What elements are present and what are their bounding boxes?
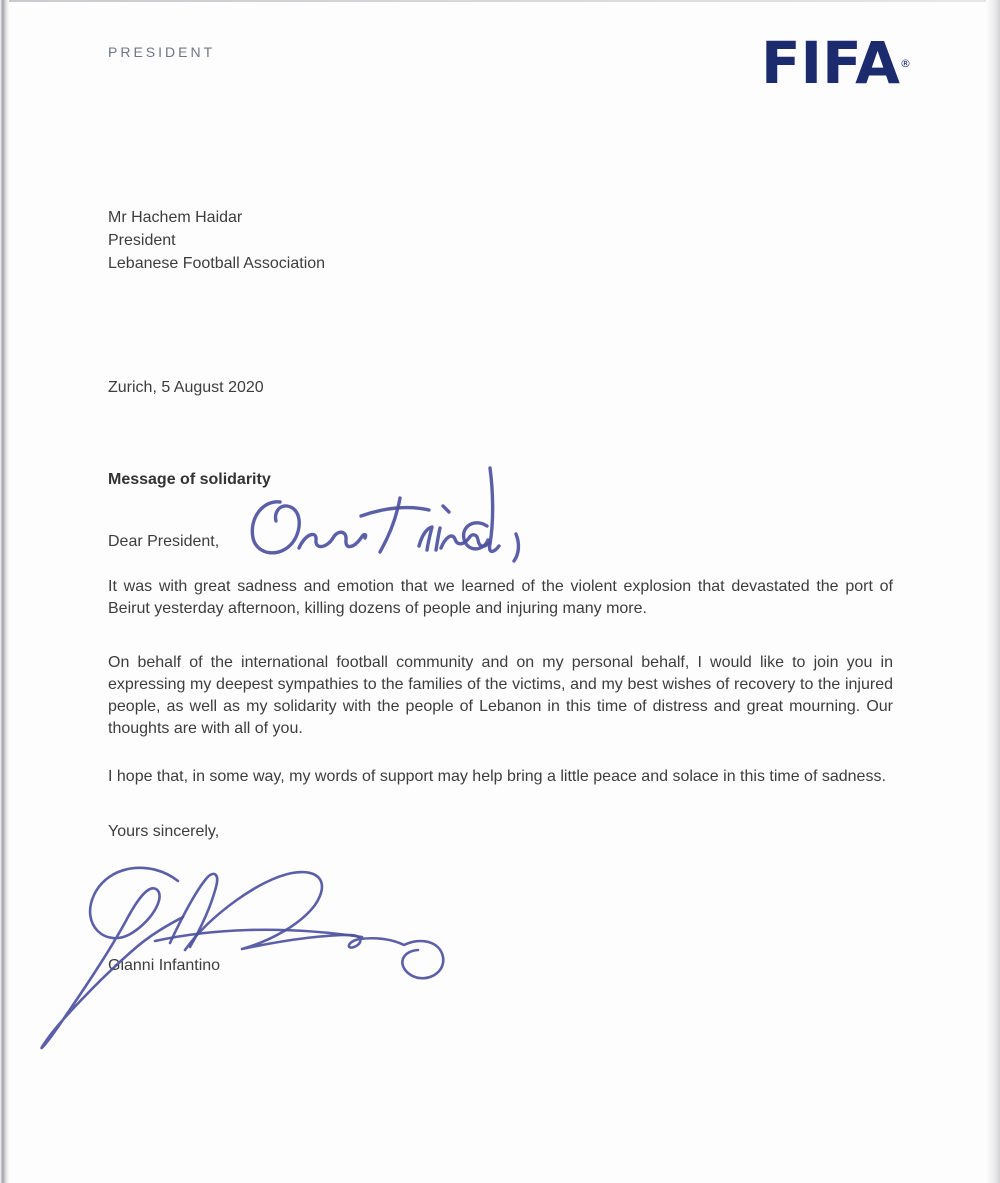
paragraph-2: On behalf of the international football community and on my personal behalf, I would like to join you in expressing my deepest sympathies to the families of the victims, and my best wishes of recovery to the injured people, as well as my solidarity with the people of Lebanon in this time of distress and great mourning. Our thoughts are with all of you.: [108, 654, 893, 737]
salutation-typed: Dear President,: [108, 533, 220, 550]
scan-edge-left: [0, 0, 9, 1183]
recipient-title: President: [108, 232, 176, 249]
sender-title-label: PRESIDENT: [108, 44, 216, 60]
fifa-logo-text: FIFA: [760, 29, 900, 97]
registered-trademark-icon: ®: [900, 57, 911, 70]
fifa-logo: [760, 29, 911, 97]
paragraph-3: I hope that, in some way, my words of support may help bring a little peace and solace in this time of sadness.: [108, 768, 886, 785]
signatory-name: Gianni Infantino: [108, 957, 221, 974]
letterhead: [0, 0, 1000, 97]
subject-line: Message of solidarity: [108, 471, 271, 488]
dateline: Zurich, 5 August 2020: [108, 379, 264, 396]
letter-body: [0, 206, 1000, 977]
recipient-organization: Lebanese Football Association: [108, 255, 326, 272]
paragraph-1: It was with great sadness and emotion that we learned of the violent explosion that devastated the port of Beirut yesterday afternoon, killing dozens of people and injuring many more.: [108, 578, 893, 617]
valediction: Yours sincerely,: [108, 823, 220, 840]
recipient-block: [108, 206, 893, 275]
recipient-name: Mr Hachem Haidar: [108, 209, 243, 226]
scan-edge-right: [986, 0, 1000, 1183]
scan-edge-top: [0, 0, 1000, 2]
